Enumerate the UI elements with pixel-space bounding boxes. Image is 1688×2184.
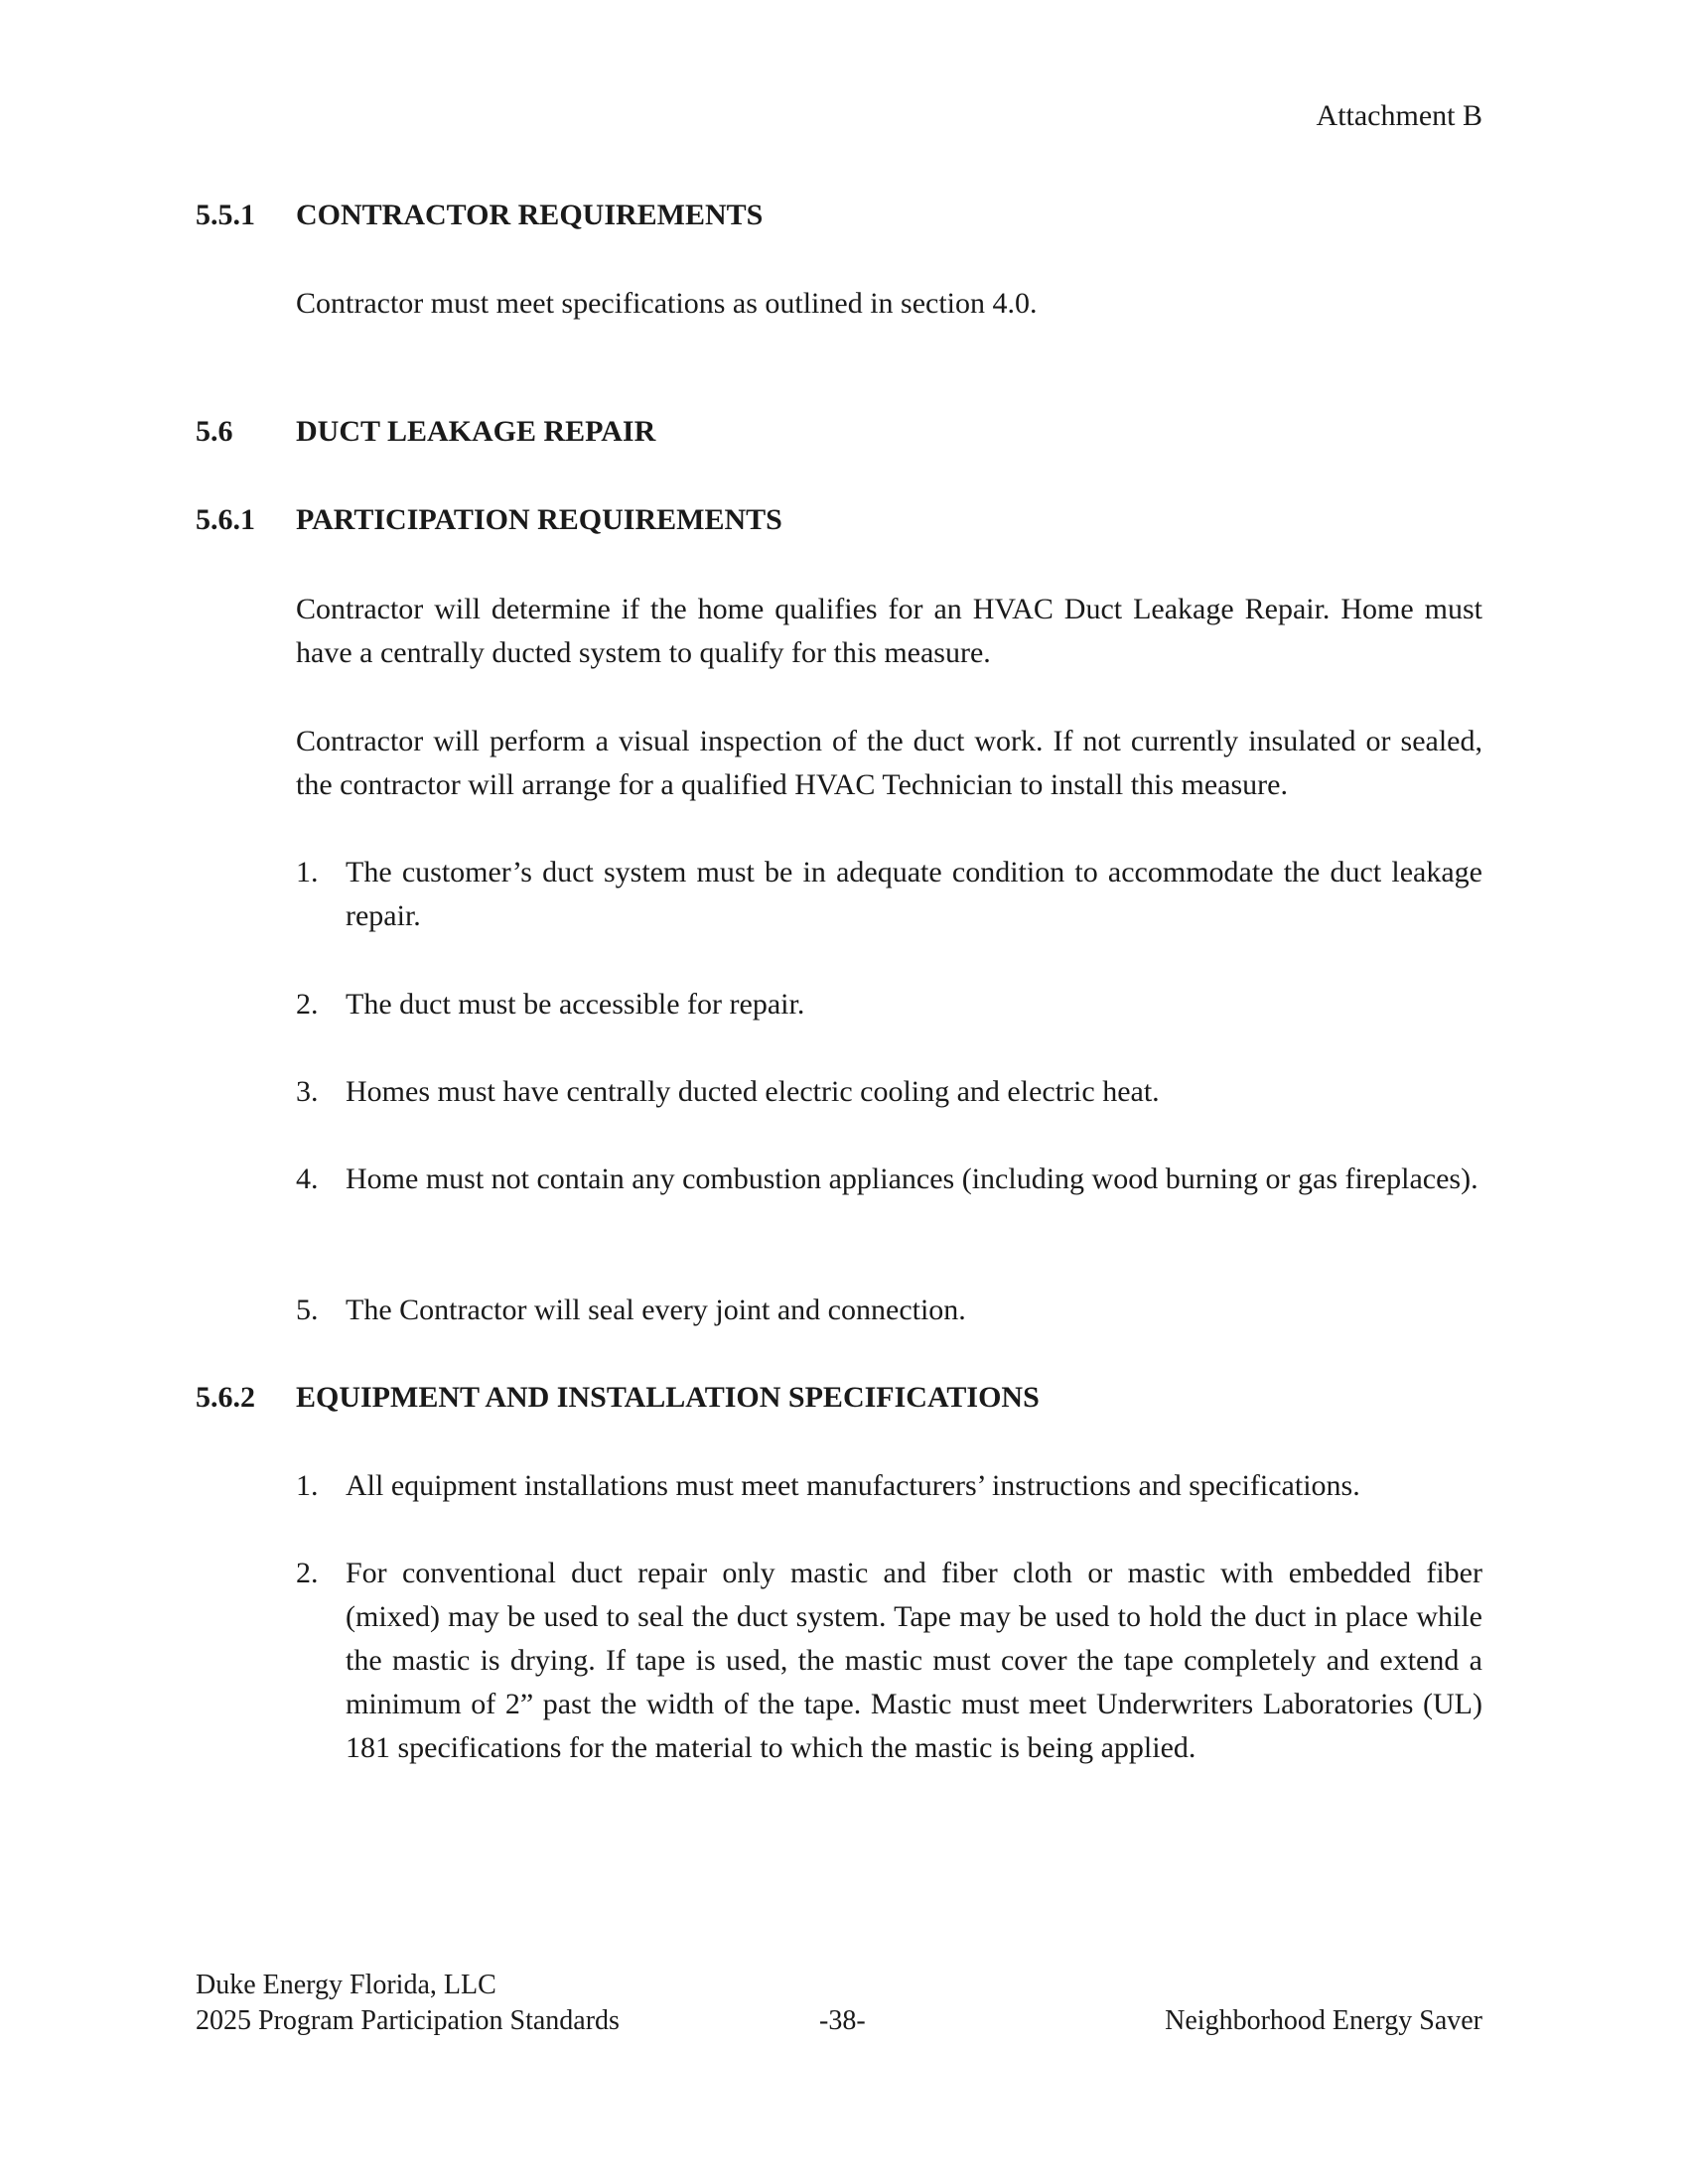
list-item	[296, 1552, 1482, 1770]
list-marker: 4.	[296, 1162, 319, 1195]
list-item	[296, 1289, 1482, 1332]
list-item-text: For conventional duct repair only mastic and fiber cloth or mastic with embedded fiber (mixed) may be used to seal the duct system. Tape may be used to hold the duct in place while the mastic is drying. If tape is used, the mastic must cover the tape completely and extend a minimum of 2” past the width of the tape. Mastic must meet Underwriters Laboratories (UL) 181 specifications for the material to which the mastic is being applied.	[346, 1557, 1482, 1764]
list-item-text: The Contractor will seal every joint and connection.	[346, 1294, 966, 1326]
list-item-text: Home must not contain any combustion appliances (including wood burning or gas fireplaces).	[346, 1162, 1478, 1195]
footer-page-number: -38-	[819, 2005, 866, 2036]
section-heading-5-6	[196, 415, 655, 449]
list-marker: 1.	[296, 1469, 319, 1502]
list-item-text: The duct must be accessible for repair.	[346, 988, 805, 1021]
list-item	[296, 851, 1482, 938]
section-title: PARTICIPATION REQUIREMENTS	[296, 503, 782, 536]
section-title: DUCT LEAKAGE REPAIR	[296, 415, 656, 448]
list-marker: 5.	[296, 1294, 319, 1326]
list-item-text: The customer’s duct system must be in adequate condition to accommodate the duct leakage repair.	[346, 856, 1482, 932]
section-number: 5.5.1	[196, 199, 255, 231]
list-marker: 1.	[296, 856, 319, 888]
section-title: CONTRACTOR REQUIREMENTS	[296, 199, 764, 231]
page-footer	[196, 1968, 1482, 2039]
list-marker: 2.	[296, 988, 319, 1021]
footer-program: Neighborhood Energy Saver	[1165, 2005, 1482, 2036]
footer-standards: 2025 Program Participation Standards	[196, 2005, 620, 2036]
list-marker: 2.	[296, 1557, 319, 1589]
section-heading-5-5-1	[196, 199, 763, 232]
list-item	[296, 1070, 1482, 1114]
section-number: 5.6.1	[196, 503, 255, 536]
list-item	[296, 1464, 1482, 1508]
section-heading-5-6-1	[196, 503, 782, 537]
paragraph: Contractor will determine if the home qualifies for an HVAC Duct Leakage Repair. Home must have a centrally ducted system to qualify for this measure.	[296, 593, 1482, 669]
list-item	[296, 1158, 1482, 1201]
section-heading-5-6-2	[196, 1381, 1040, 1415]
attachment-label: Attachment B	[1316, 99, 1482, 132]
paragraph: Contractor will perform a visual inspection of the duct work. If not currently insulated or sealed, the contractor will arrange for a qualified HVAC Technician to install this measure.	[296, 725, 1482, 801]
section-number: 5.6.2	[196, 1381, 255, 1414]
paragraph: Contractor must meet specifications as outlined in section 4.0.	[296, 287, 1038, 320]
list-marker: 3.	[296, 1075, 319, 1108]
section-title: EQUIPMENT AND INSTALLATION SPECIFICATIONS	[296, 1381, 1040, 1414]
list-item	[296, 983, 1482, 1026]
list-item-text: Homes must have centrally ducted electric cooling and electric heat.	[346, 1075, 1160, 1108]
list-item-text: All equipment installations must meet manufacturers’ instructions and specifications.	[346, 1469, 1360, 1502]
section-number: 5.6	[196, 415, 233, 448]
footer-company: Duke Energy Florida, LLC	[196, 1970, 496, 2000]
